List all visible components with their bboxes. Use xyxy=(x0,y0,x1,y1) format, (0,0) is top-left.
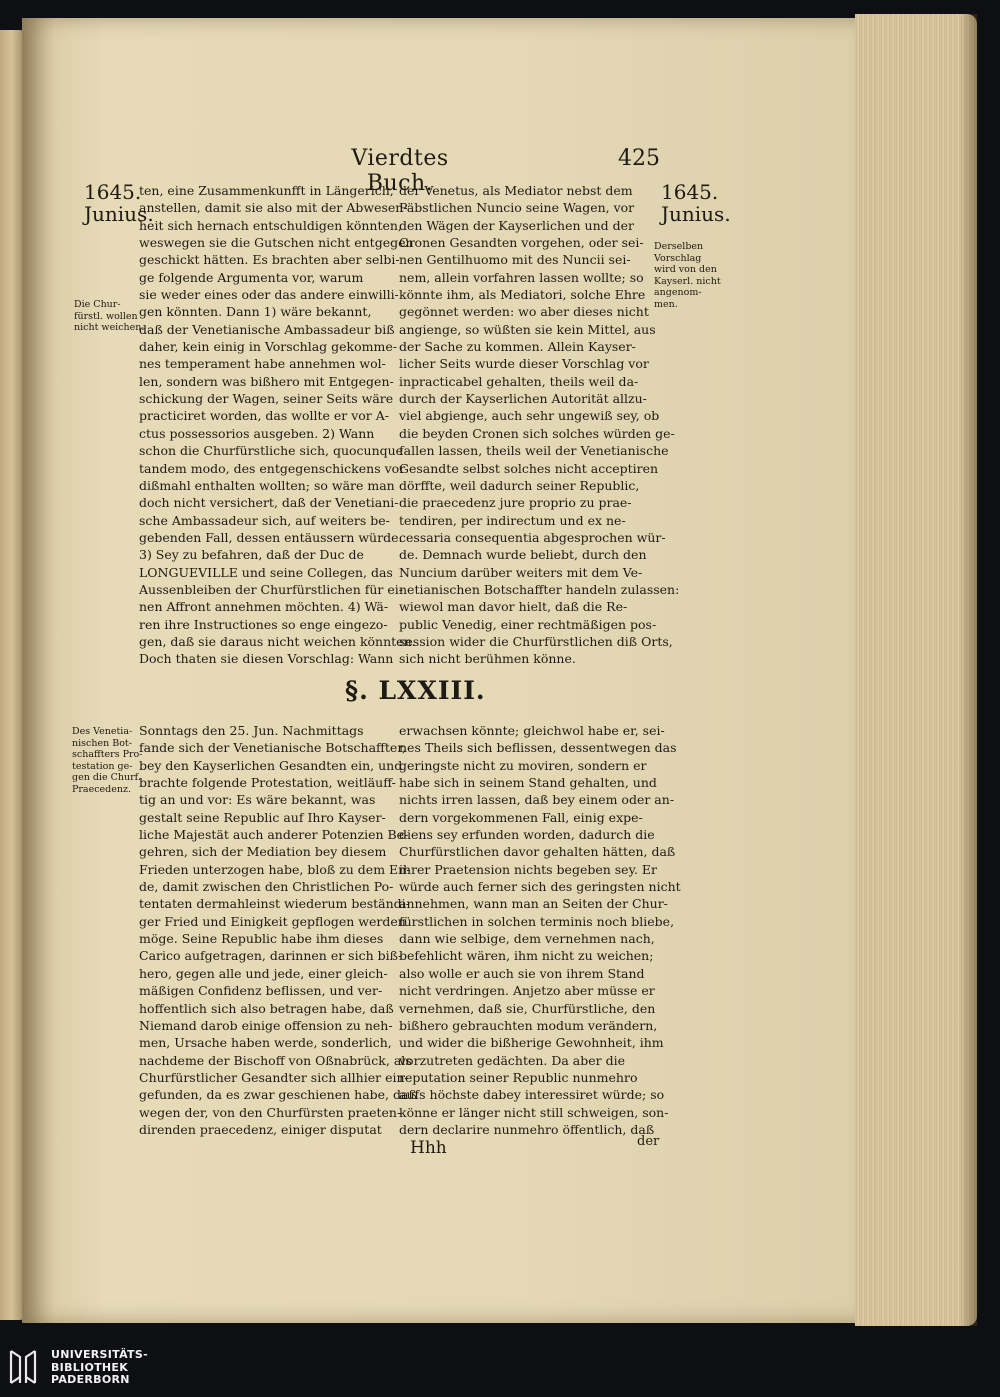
text-column-upper-left xyxy=(139,182,416,668)
text-line: möge. Seine Republic habe ihm dieses xyxy=(139,931,384,947)
note-line: Derselben xyxy=(654,241,704,252)
text-line: doch nicht versichert, daß der Venetiani- xyxy=(139,495,399,511)
running-head: Vierdtes Buch. xyxy=(351,146,449,196)
text-line: Frieden unterzogen habe, bloß zu dem En- xyxy=(139,861,411,877)
text-line: daher, kein einig in Vorschlag gekomme- xyxy=(139,339,397,355)
text-line: gegönnet werden: wo aber dieses nicht xyxy=(399,304,649,320)
text-line: geringste nicht zu moviren, sondern er xyxy=(399,757,647,773)
text-line: dißmahl enthalten wollten; so wäre man xyxy=(139,477,395,493)
library-logo-icon xyxy=(7,1347,39,1387)
text-line: Doch thaten sie diesen Vorschlag: Wann xyxy=(139,651,394,667)
page-block-edges xyxy=(855,14,977,1326)
note-line: gen die Churf. xyxy=(72,772,141,783)
text-line: tentaten dermahleinst wiederum beständi- xyxy=(139,896,410,912)
section-heading: §. LXXIII. xyxy=(345,676,486,705)
text-line: und wider die bißherige Gewohnheit, ihm xyxy=(399,1035,664,1051)
text-line: den Wägen der Kayserlichen und der xyxy=(399,217,634,233)
text-line: hero, gegen alle und jede, einer gleich- xyxy=(139,965,388,981)
text-line: dern vorgekommenen Fall, einig expe- xyxy=(399,809,643,825)
text-line: weswegen sie die Gutschen nicht entgegen xyxy=(139,235,414,251)
text-line: gen, daß sie daraus nicht weichen könnten. xyxy=(139,633,416,649)
text-line: session wider die Churfürstlichen diß Orts, xyxy=(399,633,673,649)
text-line: ten, eine Zusammenkunfft in Längerich, xyxy=(139,183,394,198)
text-line: mäßigen Confidenz beflissen, und ver- xyxy=(139,983,383,999)
note-line: schaffters Pro- xyxy=(72,749,143,760)
text-line: viel abgienge, auch sehr ungewiß sey, ob xyxy=(399,408,660,424)
text-line: diens sey erfunden worden, dadurch die xyxy=(399,827,655,843)
year-line: 1645. xyxy=(84,180,142,204)
text-line: inpracticabel gehalten, theils weil da- xyxy=(399,373,639,389)
text-line: Carico aufgetragen, darinnen er sich biß- xyxy=(139,948,403,964)
text-line: gehren, sich der Mediation bey diesem xyxy=(139,844,387,860)
text-line: Cronen Gesandten vorgehen, oder sei- xyxy=(399,235,644,251)
text-line: Niemand darob einige offension zu neh- xyxy=(139,1017,393,1033)
text-line: schon die Churfürstliche sich, quocunque xyxy=(139,443,404,459)
text-line: nichts irren lassen, daß bey einem oder an- xyxy=(399,792,675,808)
text-line: die beyden Cronen sich solches würden ge- xyxy=(399,425,675,441)
text-line: dann wie selbige, dem vernehmen nach, xyxy=(399,931,655,947)
text-line: liche Majestät auch anderer Potenzien Be- xyxy=(139,827,409,843)
text-line: ren ihre Instructiones so enge eingezo- xyxy=(139,616,388,632)
text-line: gen könnten. Dann 1) wäre bekannt, xyxy=(139,304,372,320)
text-line: Gesandte selbst solches nicht acceptiren xyxy=(399,460,659,476)
text-line: befehlicht wären, ihm nicht zu weichen; xyxy=(399,948,654,964)
text-line: ctus possessorios ausgeben. 2) Wann xyxy=(139,425,375,441)
text-line: vorzutreten gedächten. Da aber die xyxy=(399,1052,626,1068)
text-line: dörffte, weil dadurch seiner Republic, xyxy=(399,477,640,493)
text-line: direnden praecedenz, einiger disputat xyxy=(139,1121,382,1137)
note-line: fürstl. wollen xyxy=(74,310,138,322)
text-column-upper-right xyxy=(399,182,679,668)
text-line: habe sich in seinem Stand gehalten, und xyxy=(399,775,657,791)
note-line: angenom- xyxy=(654,287,702,298)
text-line: hoffentlich sich also betragen habe, daß xyxy=(139,1000,394,1016)
note-line: Praecedenz. xyxy=(72,783,132,795)
margin-note-left-1 xyxy=(74,299,144,334)
text-line: cessaria consequentia abgesprochen wür- xyxy=(399,529,666,545)
note-line: testation ge- xyxy=(72,760,133,772)
text-line: Nuncium darüber weiters mit dem Ve- xyxy=(399,564,643,580)
text-line: Sonntags den 25. Jun. Nachmittags xyxy=(139,723,364,738)
text-line: schickung der Wagen, seiner Seits wäre xyxy=(139,391,394,407)
year-line: 1645. xyxy=(661,180,719,204)
text-column-lower-left xyxy=(139,722,417,1138)
note-line: wird von den xyxy=(654,264,717,275)
text-line: ihrer Praetension nichts begeben sey. Er xyxy=(399,861,658,877)
text-line: LONGUEVILLE und seine Collegen, das xyxy=(139,564,393,580)
month-line: Junius. xyxy=(661,202,731,226)
note-line: Vorschlag xyxy=(654,252,702,264)
text-line: bey den Kayserlichen Gesandten ein, und xyxy=(139,757,403,773)
text-line: wiewol man davor hielt, daß die Re- xyxy=(399,599,628,615)
text-line: Churfürstlichen davor gehalten hätten, daß xyxy=(399,844,676,860)
text-line: durch der Kayserlichen Autorität allzu- xyxy=(399,391,647,407)
text-line: de, damit zwischen den Christlichen Po- xyxy=(139,879,394,895)
text-line: brachte folgende Protestation, weitläuff- xyxy=(139,775,396,791)
text-line: der Venetus, als Mediator nebst dem xyxy=(399,183,633,198)
text-line: tandem modo, des entgegenschickens vor xyxy=(139,460,406,476)
text-line: sie weder eines oder das andere einwilli- xyxy=(139,287,399,303)
text-line: nes Theils sich beflissen, dessentwegen das xyxy=(399,740,677,756)
text-line: könne er länger nicht still schweigen, son- xyxy=(399,1104,669,1120)
text-line: vernehmen, daß sie, Churfürstliche, den xyxy=(399,1000,656,1016)
text-line: netianischen Botschaffter handeln zulassen: xyxy=(399,581,680,597)
text-line: licher Seits wurde dieser Vorschlag vor xyxy=(399,356,649,372)
text-line: nachdeme der Bischoff von Oßnabrück, als xyxy=(139,1052,412,1068)
text-line: ge folgende Argumenta vor, warum xyxy=(139,269,364,285)
text-line: könnte ihm, als Mediatori, solche Ehre xyxy=(399,287,646,303)
left-page-edge xyxy=(0,30,24,1320)
text-line: aufs höchste dabey interessiret würde; so xyxy=(399,1087,665,1103)
text-line: gebenden Fall, dessen entäussern würde. xyxy=(139,529,403,545)
library-footer xyxy=(0,1335,1000,1397)
text-line: Churfürstlicher Gesandter sich allhier ein- xyxy=(139,1069,409,1085)
text-line: dern declarire nunmehro öffentlich, daß xyxy=(399,1121,655,1137)
text-line: tendiren, per indirectum und ex ne- xyxy=(399,512,626,528)
text-line: fande sich der Venetianische Botschaffter, xyxy=(139,740,406,756)
text-line: public Venedig, einer rechtmäßigen pos- xyxy=(399,616,657,632)
text-line: len, sondern was bißhero mit Entgegen- xyxy=(139,373,394,389)
text-line: nes temperament habe annehmen wol- xyxy=(139,356,386,372)
text-line: ger Fried und Einigkeit gepflogen werden xyxy=(139,913,406,929)
text-line: tig an und vor: Es wäre bekannt, was xyxy=(139,792,376,808)
note-line: Die Chur- xyxy=(74,299,121,310)
logo-line: UNIVERSITÄTS- xyxy=(51,1348,148,1361)
text-line: reputation seiner Republic nunmehro xyxy=(399,1069,638,1085)
page-number: 425 xyxy=(618,146,660,171)
text-line: sich nicht berühmen könne. xyxy=(399,651,576,667)
note-line: nicht weichen. xyxy=(74,322,145,333)
catchword: der xyxy=(637,1134,660,1149)
text-line: fürstlichen in solchen terminis noch bliebe, xyxy=(399,913,675,929)
text-line: wegen der, von den Churfürsten praeten- xyxy=(139,1104,402,1120)
text-line: bißhero gebrauchten modum verändern, xyxy=(399,1017,658,1033)
text-line: anstellen, damit sie also mit der Abwesen- xyxy=(139,200,408,216)
text-line: geschickt hätten. Es brachten aber selbi- xyxy=(139,252,400,268)
text-line: de. Demnach wurde beliebt, durch den xyxy=(399,547,647,563)
text-line: practiciret worden, das wollte er vor A- xyxy=(139,408,390,424)
logo-line: BIBLIOTHEK xyxy=(51,1360,129,1374)
text-line: also wolle er auch sie von ihrem Stand xyxy=(399,965,645,981)
text-line: Aussenbleiben der Churfürstlichen für ei- xyxy=(139,581,403,597)
text-line: Päbstlichen Nuncio seine Wagen, vor xyxy=(399,200,635,216)
note-line: nischen Bot- xyxy=(72,737,132,749)
signature-mark: Hhh xyxy=(410,1138,447,1158)
text-line: heit sich hernach entschuldigen könnten, xyxy=(139,217,402,233)
logo-line: PADERBORN xyxy=(51,1373,130,1386)
text-line: die praecedenz jure proprio zu prae- xyxy=(399,495,632,511)
text-column-lower-right xyxy=(399,722,681,1138)
text-line: nem, allein vorfahren lassen wollte; so xyxy=(399,269,644,285)
library-logo-text xyxy=(51,1349,148,1387)
note-line: men. xyxy=(654,298,678,310)
text-line: erwachsen könnte; gleichwol habe er, sei- xyxy=(399,723,665,738)
text-line: gestalt seine Republic auf Ihro Kayser- xyxy=(139,809,386,825)
text-line: nen Gentilhuomo mit des Nuncii sei- xyxy=(399,252,631,268)
text-line: der Sache zu kommen. Allein Kayser- xyxy=(399,339,636,355)
text-line: nicht verdringen. Anjetzo aber müsse er xyxy=(399,983,655,999)
text-line: fallen lassen, theils weil der Venetianische xyxy=(399,443,669,459)
note-line: Kayserl. nicht xyxy=(654,275,721,287)
month-line: Junius. xyxy=(84,202,154,226)
text-line: nen Affront annehmen möchten. 4) Wä- xyxy=(139,599,389,615)
text-line: sche Ambassadeur sich, auf weiters be- xyxy=(139,512,390,528)
text-line: annehmen, wann man an Seiten der Chur- xyxy=(399,896,668,912)
text-line: daß der Venetianische Ambassadeur biß xyxy=(139,321,395,337)
text-line: 3) Sey zu befahren, daß der Duc de xyxy=(139,547,364,563)
text-line: würde auch ferner sich des geringsten nicht xyxy=(399,879,681,895)
text-line: gefunden, da es zwar geschienen habe, daß xyxy=(139,1087,417,1103)
text-line: men, Ursache haben werde, sonderlich, xyxy=(139,1035,392,1051)
margin-note-left-2 xyxy=(72,726,142,795)
text-line: angienge, so wüßten sie kein Mittel, aus xyxy=(399,321,656,337)
note-line: Des Venetia- xyxy=(72,726,133,737)
